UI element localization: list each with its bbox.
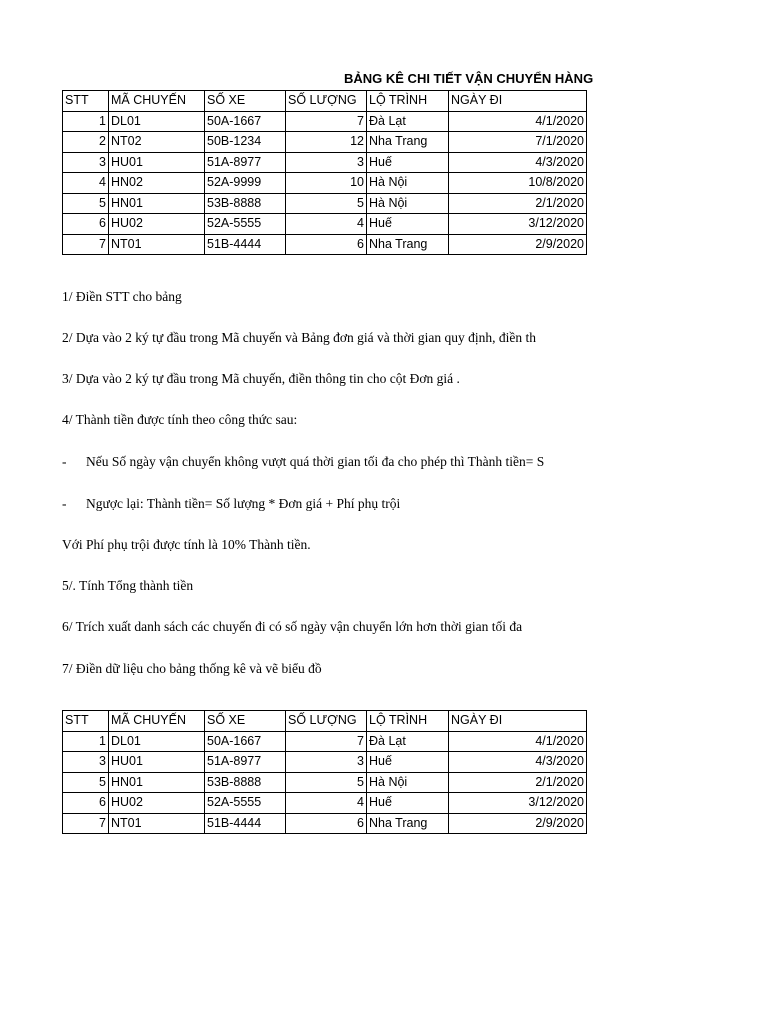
table-row xyxy=(63,132,587,153)
date-cell: 2/9/2020 xyxy=(449,234,587,255)
route-cell: Nha Trang xyxy=(367,234,449,255)
stt-cell: 3 xyxy=(63,752,109,773)
stt-cell: 6 xyxy=(63,793,109,814)
table-row xyxy=(63,173,587,194)
quantity-cell: 4 xyxy=(286,793,367,814)
plate-cell: 50A-1667 xyxy=(205,111,286,132)
plate-cell: 53B-8888 xyxy=(205,193,286,214)
quantity-cell: 6 xyxy=(286,813,367,834)
instruction-surcharge-note: Với Phí phụ trội được tính là 10% Thành tiền. xyxy=(62,537,311,552)
trip-code-cell: NT01 xyxy=(109,234,205,255)
column-header: SỐ LƯỢNG xyxy=(286,711,367,732)
route-cell: Huế xyxy=(367,152,449,173)
stt-cell: 1 xyxy=(63,731,109,752)
plate-cell: 51B-4444 xyxy=(205,813,286,834)
trip-code-cell: DL01 xyxy=(109,111,205,132)
table-row xyxy=(63,234,587,255)
dash-bullet: - xyxy=(62,496,67,511)
trip-code-cell: HN02 xyxy=(109,173,205,194)
route-cell: Nha Trang xyxy=(367,813,449,834)
stt-cell: 5 xyxy=(63,193,109,214)
table-row xyxy=(63,193,587,214)
stt-cell: 6 xyxy=(63,214,109,235)
date-cell: 4/3/2020 xyxy=(449,152,587,173)
instruction-5: 5/. Tính Tổng thành tiền xyxy=(62,578,194,593)
plate-cell: 50A-1667 xyxy=(205,731,286,752)
route-cell: Hà Nội xyxy=(367,193,449,214)
date-cell: 3/12/2020 xyxy=(449,214,587,235)
stt-cell: 2 xyxy=(63,132,109,153)
column-header: SỐ XE xyxy=(205,91,286,112)
column-header: SỐ XE xyxy=(205,711,286,732)
route-cell: Đà Lạt xyxy=(367,111,449,132)
instruction-4: 4/ Thành tiền được tính theo công thức sau: xyxy=(62,412,298,427)
plate-cell: 51A-8977 xyxy=(205,152,286,173)
instruction-4b-text: Ngược lại: Thành tiền= Số lượng * Đơn giá + Phí phụ trội xyxy=(86,496,401,511)
date-cell: 4/1/2020 xyxy=(449,111,587,132)
header-row xyxy=(63,711,587,732)
date-cell: 4/1/2020 xyxy=(449,731,587,752)
column-header: STT xyxy=(63,91,109,112)
route-cell: Huế xyxy=(367,793,449,814)
table-row xyxy=(63,793,587,814)
trip-code-cell: HU01 xyxy=(109,752,205,773)
route-cell: Hà Nội xyxy=(367,772,449,793)
trip-code-cell: HN01 xyxy=(109,772,205,793)
date-cell: 7/1/2020 xyxy=(449,132,587,153)
date-cell: 2/1/2020 xyxy=(449,772,587,793)
trip-code-cell: HU02 xyxy=(109,214,205,235)
quantity-cell: 12 xyxy=(286,132,367,153)
column-header: LỘ TRÌNH xyxy=(367,91,449,112)
quantity-cell: 4 xyxy=(286,214,367,235)
instruction-4a-text: Nếu Số ngày vận chuyển không vượt quá thời gian tối đa cho phép thì Thành tiền= S xyxy=(86,454,545,469)
table-row xyxy=(63,111,587,132)
quantity-cell: 5 xyxy=(286,772,367,793)
date-cell: 3/12/2020 xyxy=(449,793,587,814)
plate-cell: 53B-8888 xyxy=(205,772,286,793)
plate-cell: 52A-5555 xyxy=(205,793,286,814)
route-cell: Huế xyxy=(367,752,449,773)
quantity-cell: 5 xyxy=(286,193,367,214)
trip-code-cell: HU01 xyxy=(109,152,205,173)
trip-code-cell: NT01 xyxy=(109,813,205,834)
quantity-cell: 3 xyxy=(286,152,367,173)
stt-cell: 7 xyxy=(63,234,109,255)
stt-cell: 7 xyxy=(63,813,109,834)
shipping-detail-table xyxy=(62,90,587,255)
table-row xyxy=(63,152,587,173)
column-header: MÃ CHUYẾN xyxy=(109,91,205,112)
plate-cell: 51B-4444 xyxy=(205,234,286,255)
route-cell: Nha Trang xyxy=(367,132,449,153)
date-cell: 4/3/2020 xyxy=(449,752,587,773)
plate-cell: 52A-9999 xyxy=(205,173,286,194)
table-row xyxy=(63,813,587,834)
instruction-3: 3/ Dựa vào 2 ký tự đầu trong Mã chuyến, điền thông tin cho cột Đơn giá . xyxy=(62,371,460,386)
trip-code-cell: NT02 xyxy=(109,132,205,153)
date-cell: 10/8/2020 xyxy=(449,173,587,194)
stt-cell: 4 xyxy=(63,173,109,194)
instruction-4a xyxy=(62,454,592,470)
instruction-4b xyxy=(62,496,400,512)
instruction-7: 7/ Điền dữ liệu cho bảng thống kê và vẽ biểu đồ xyxy=(62,661,322,676)
route-cell: Hà Nội xyxy=(367,173,449,194)
quantity-cell: 7 xyxy=(286,731,367,752)
table-row xyxy=(63,214,587,235)
quantity-cell: 10 xyxy=(286,173,367,194)
date-cell: 2/9/2020 xyxy=(449,813,587,834)
plate-cell: 50B-1234 xyxy=(205,132,286,153)
instruction-2: 2/ Dựa vào 2 ký tự đầu trong Mã chuyến và Bảng đơn giá và thời gian quy định, điền th xyxy=(62,330,536,345)
column-header: LỘ TRÌNH xyxy=(367,711,449,732)
trip-code-cell: HU02 xyxy=(109,793,205,814)
stt-cell: 5 xyxy=(63,772,109,793)
quantity-cell: 7 xyxy=(286,111,367,132)
route-cell: Huế xyxy=(367,214,449,235)
trip-code-cell: DL01 xyxy=(109,731,205,752)
dash-bullet: - xyxy=(62,454,67,469)
instruction-6: 6/ Trích xuất danh sách các chuyến đi có số ngày vận chuyển lớn hơn thời gian tối đa xyxy=(62,619,523,634)
stt-cell: 1 xyxy=(63,111,109,132)
trip-code-cell: HN01 xyxy=(109,193,205,214)
quantity-cell: 3 xyxy=(286,752,367,773)
date-cell: 2/1/2020 xyxy=(449,193,587,214)
sheet-title: BẢNG KÊ CHI TIẾT VẬN CHUYỂN HÀNG xyxy=(344,71,594,86)
route-cell: Đà Lạt xyxy=(367,731,449,752)
header-row xyxy=(63,91,587,112)
column-header: SỐ LƯỢNG xyxy=(286,91,367,112)
column-header: STT xyxy=(63,711,109,732)
instruction-1: 1/ Điền STT cho bảng xyxy=(62,289,182,304)
column-header: NGÀY ĐI xyxy=(449,91,587,112)
column-header: MÃ CHUYẾN xyxy=(109,711,205,732)
stt-cell: 3 xyxy=(63,152,109,173)
quantity-cell: 6 xyxy=(286,234,367,255)
table-row xyxy=(63,731,587,752)
column-header: NGÀY ĐI xyxy=(449,711,587,732)
extracted-trips-table xyxy=(62,710,587,834)
table-row xyxy=(63,752,587,773)
table-row xyxy=(63,772,587,793)
plate-cell: 51A-8977 xyxy=(205,752,286,773)
plate-cell: 52A-5555 xyxy=(205,214,286,235)
